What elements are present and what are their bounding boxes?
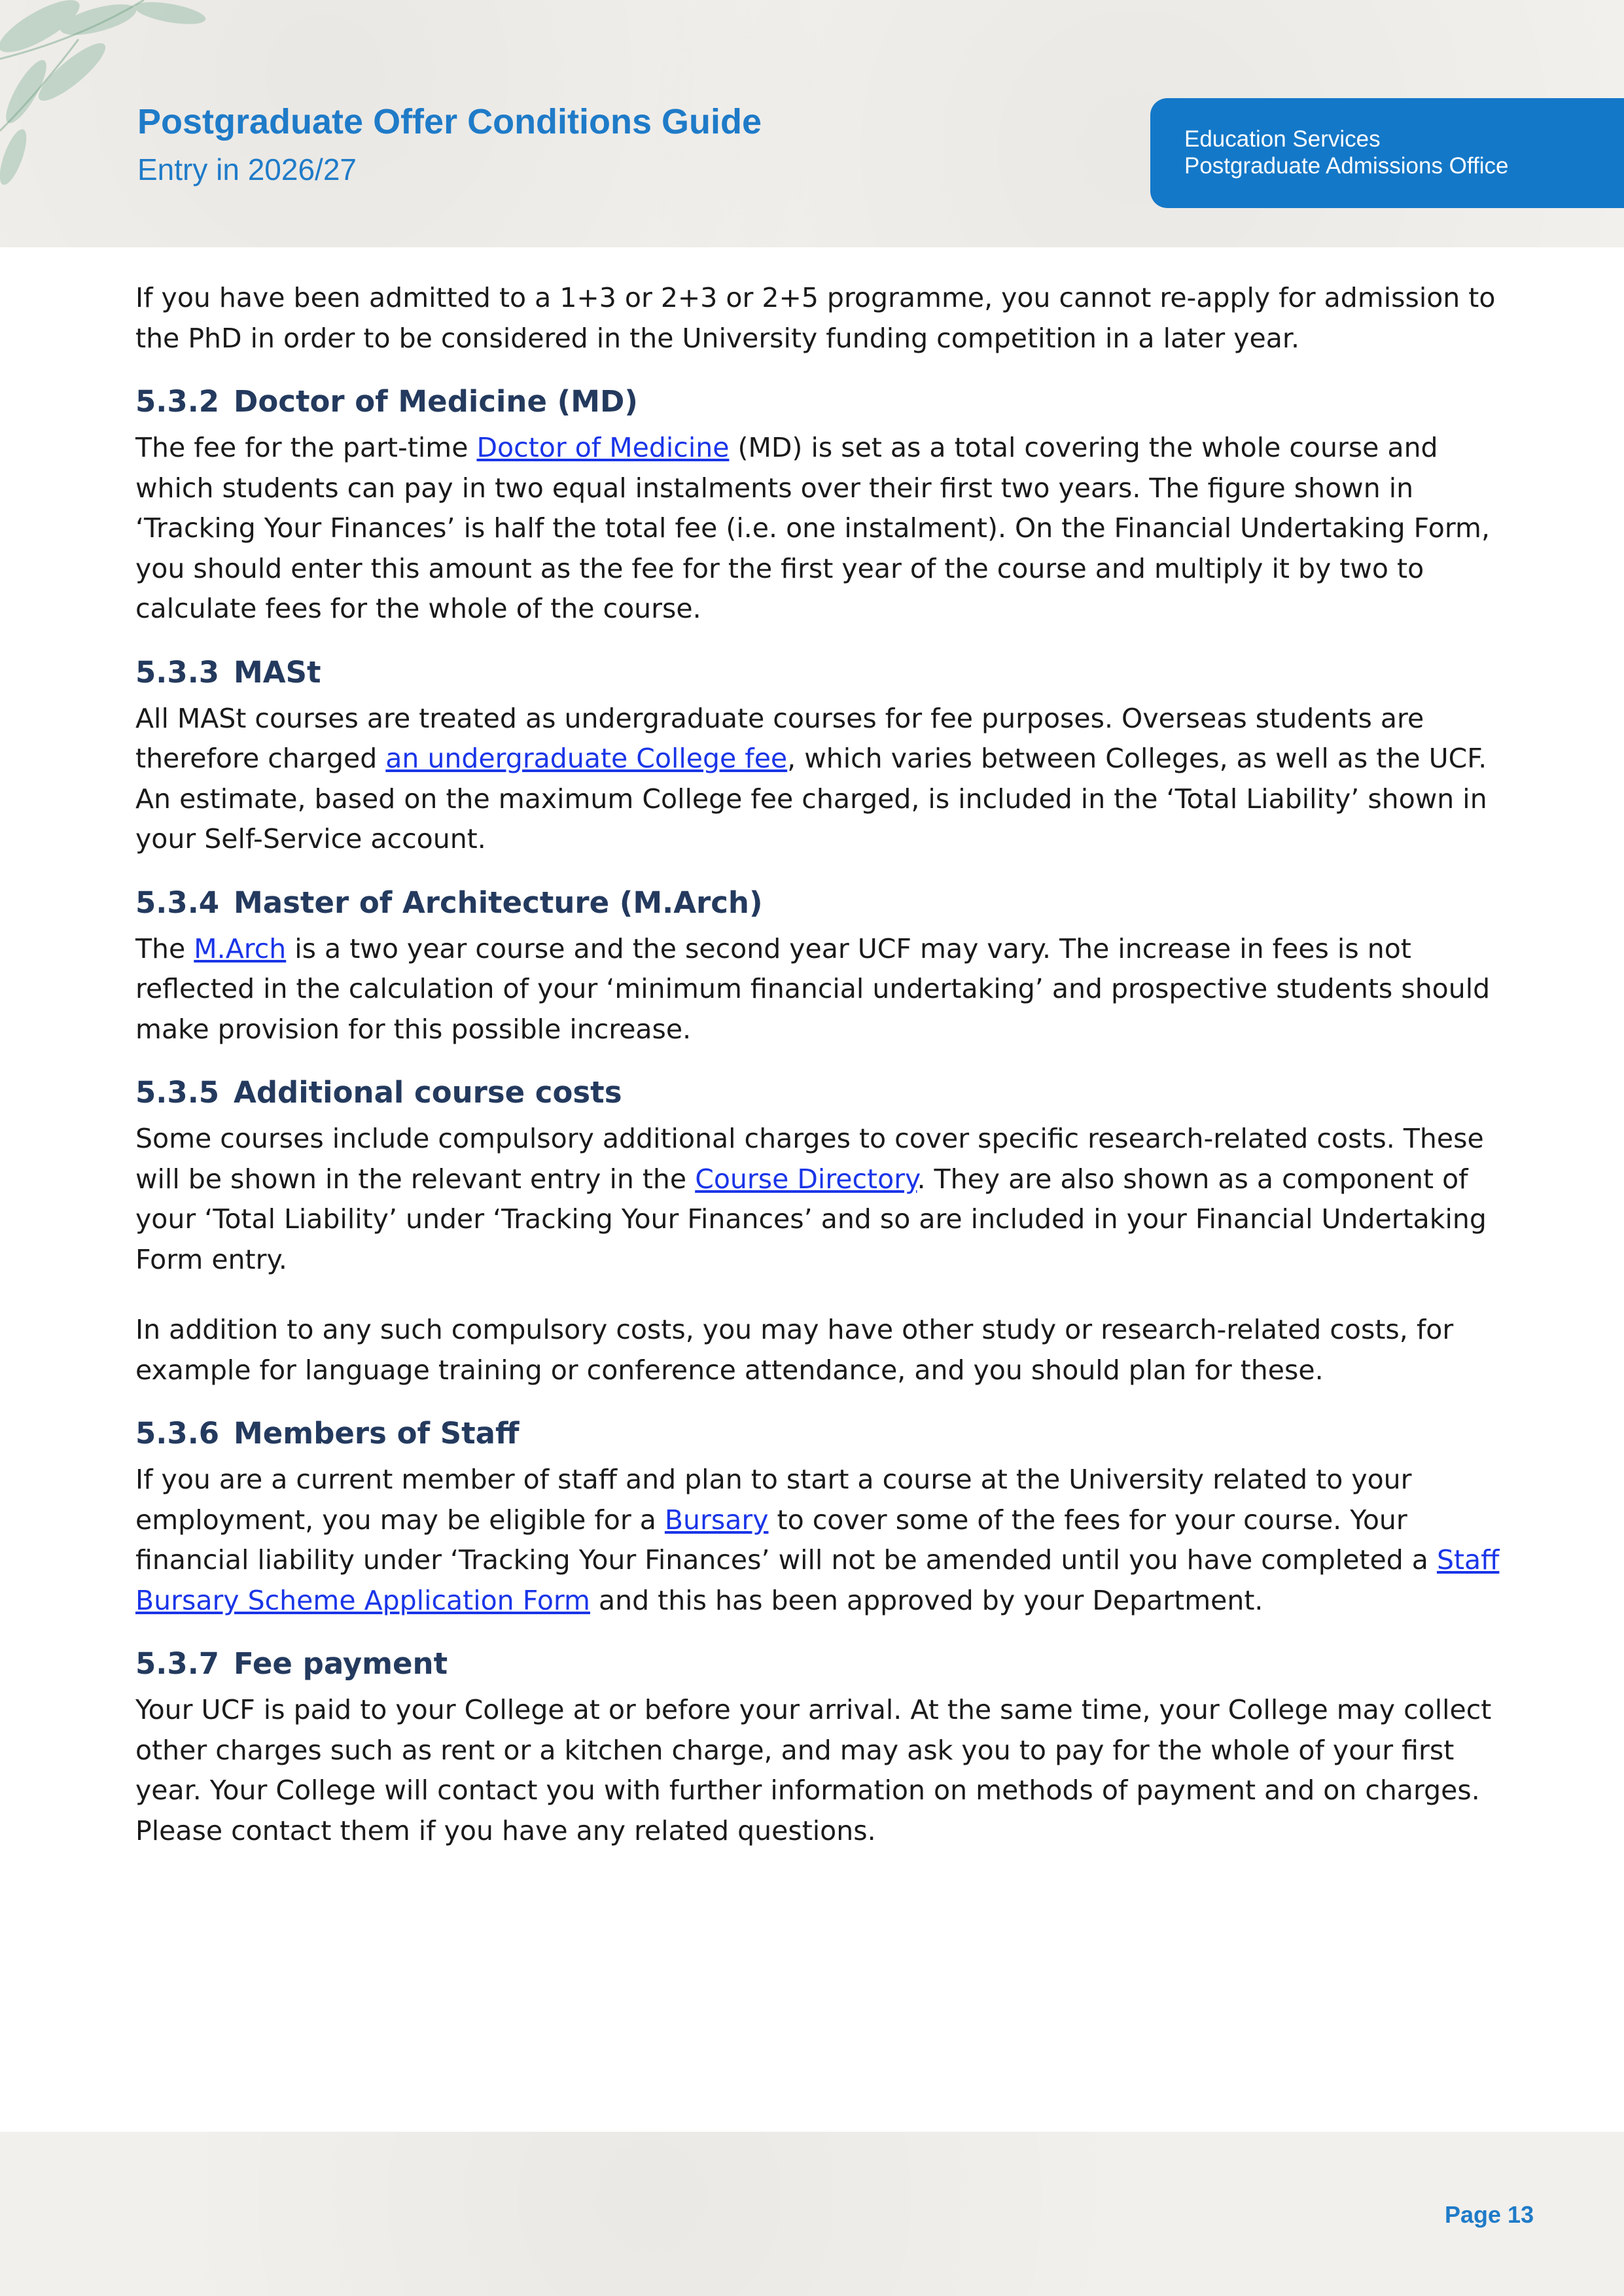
intro-paragraph: If you have been admitted to a 1+3 or 2+3 or 2+5 programme, you cannot re-apply for admission to the PhD in order to be considered in the University funding competition in a later year.	[135, 282, 1496, 354]
section-heading-5-3-6	[135, 1390, 1516, 1460]
section-heading-5-3-7	[135, 1621, 1516, 1690]
paragraph-text: to cover some of the fees for your course. Your financial liability under ‘Tracking Your Finances’ will not be amended until you have completed a	[135, 1504, 1437, 1576]
page-content	[135, 278, 1516, 1851]
paragraph-text: and this has been approved by your Department.	[590, 1584, 1263, 1616]
section-title: Doctor of Medicine (MD)	[234, 384, 638, 419]
section-title: Master of Architecture (M.Arch)	[234, 885, 763, 920]
office-line-1: Education Services	[1184, 126, 1381, 152]
undergraduate-college-fee-link[interactable]: an undergraduate College fee	[385, 743, 788, 774]
section-paragraph	[135, 929, 1516, 1050]
section-number: 5.3.2	[135, 384, 220, 419]
paragraph-text: . They are also shown as a component of your ‘Total Liability’ under ‘Tracking Your Finances’ and so are included in your Financial Undertaking Form entry.	[135, 1163, 1487, 1275]
section-number: 5.3.4	[135, 885, 220, 920]
page-footer	[0, 2132, 1624, 2296]
section-number: 5.3.7	[135, 1646, 220, 1681]
document-subtitle: Entry in 2026/27	[137, 152, 357, 186]
office-line-2: Postgraduate Admissions Office	[1184, 153, 1509, 179]
paragraph-text: (MD) is set as a total covering the whole course and which students can pay in two equal instalments over their first two years. The figure shown in ‘Tracking Your Finances’ is half the total fee (i.e. one instalment). On the Financial Undertaking Form, you should enter this amount as the fee for the first year of the course and multiply it by two to calculate fees for the whole of the course.	[135, 432, 1490, 624]
section-number: 5.3.5	[135, 1075, 220, 1110]
paragraph-text: All MASt courses are treated as undergraduate courses for fee purposes. Overseas students are therefore charged	[135, 702, 1424, 774]
section-heading-5-3-5	[135, 1050, 1516, 1119]
section-title: MASt	[234, 654, 321, 690]
section-title: Fee payment	[234, 1646, 448, 1681]
page-number: Page 13	[1445, 2201, 1534, 2228]
section-number: 5.3.6	[135, 1416, 220, 1451]
paragraph-text: , which varies between Colleges, as well as the UCF. An estimate, based on the maximum College fee charged, is included in the ‘Total Liability’ shown in your Self-Service account.	[135, 743, 1487, 855]
office-banner	[1150, 98, 1624, 208]
section-title: Members of Staff	[234, 1416, 520, 1451]
course-directory-link[interactable]: Course Directory	[695, 1163, 917, 1195]
section-paragraph: Your UCF is paid to your College at or before your arrival. At the same time, your College may collect other charges such as rent or a kitchen charge, and may ask you to pay for the whole of your first year. Your College will contact you with further information on methods of payment and on charges. Please contact them if you have any related questions.	[135, 1694, 1492, 1846]
section-title: Additional course costs	[234, 1075, 622, 1110]
section-heading-5-3-3	[135, 629, 1516, 699]
section-paragraph: In addition to any such compulsory costs, you may have other study or research-related costs, for example for language training or conference attendance, and you should plan for these.	[135, 1314, 1454, 1386]
doctor-of-medicine-link[interactable]: Doctor of Medicine	[476, 432, 730, 463]
paragraph-text: If you are a current member of staff and plan to start a course at the University related to your employment, you may be eligible for a	[135, 1464, 1412, 1536]
section-paragraph	[135, 699, 1516, 860]
paragraph-text: Some courses include compulsory additional charges to cover specific research-related costs. These will be shown in the relevant entry in the	[135, 1123, 1484, 1195]
section-heading-5-3-2	[135, 359, 1516, 428]
section-heading-5-3-4	[135, 860, 1516, 929]
paragraph-gap	[135, 1280, 1516, 1310]
march-link[interactable]: M.Arch	[194, 932, 287, 964]
staff-bursary-form-link[interactable]: Staff Bursary Scheme Application Form	[135, 1544, 1500, 1616]
page-header	[0, 0, 1624, 247]
section-paragraph	[135, 1460, 1516, 1621]
paragraph-text: is a two year course and the second year UCF may vary. The increase in fees is not reflected in the calculation of your ‘minimum financial undertaking’ and prospective students should make provision for this possible increase.	[135, 932, 1491, 1045]
section-paragraph	[135, 1119, 1516, 1280]
section-number: 5.3.3	[135, 654, 220, 690]
section-paragraph	[135, 428, 1516, 629]
document-title: Postgraduate Offer Conditions Guide	[137, 102, 762, 141]
paragraph-text: The	[135, 932, 194, 964]
bursary-link[interactable]: Bursary	[664, 1504, 769, 1536]
paragraph-text: The fee for the part-time	[135, 432, 477, 463]
